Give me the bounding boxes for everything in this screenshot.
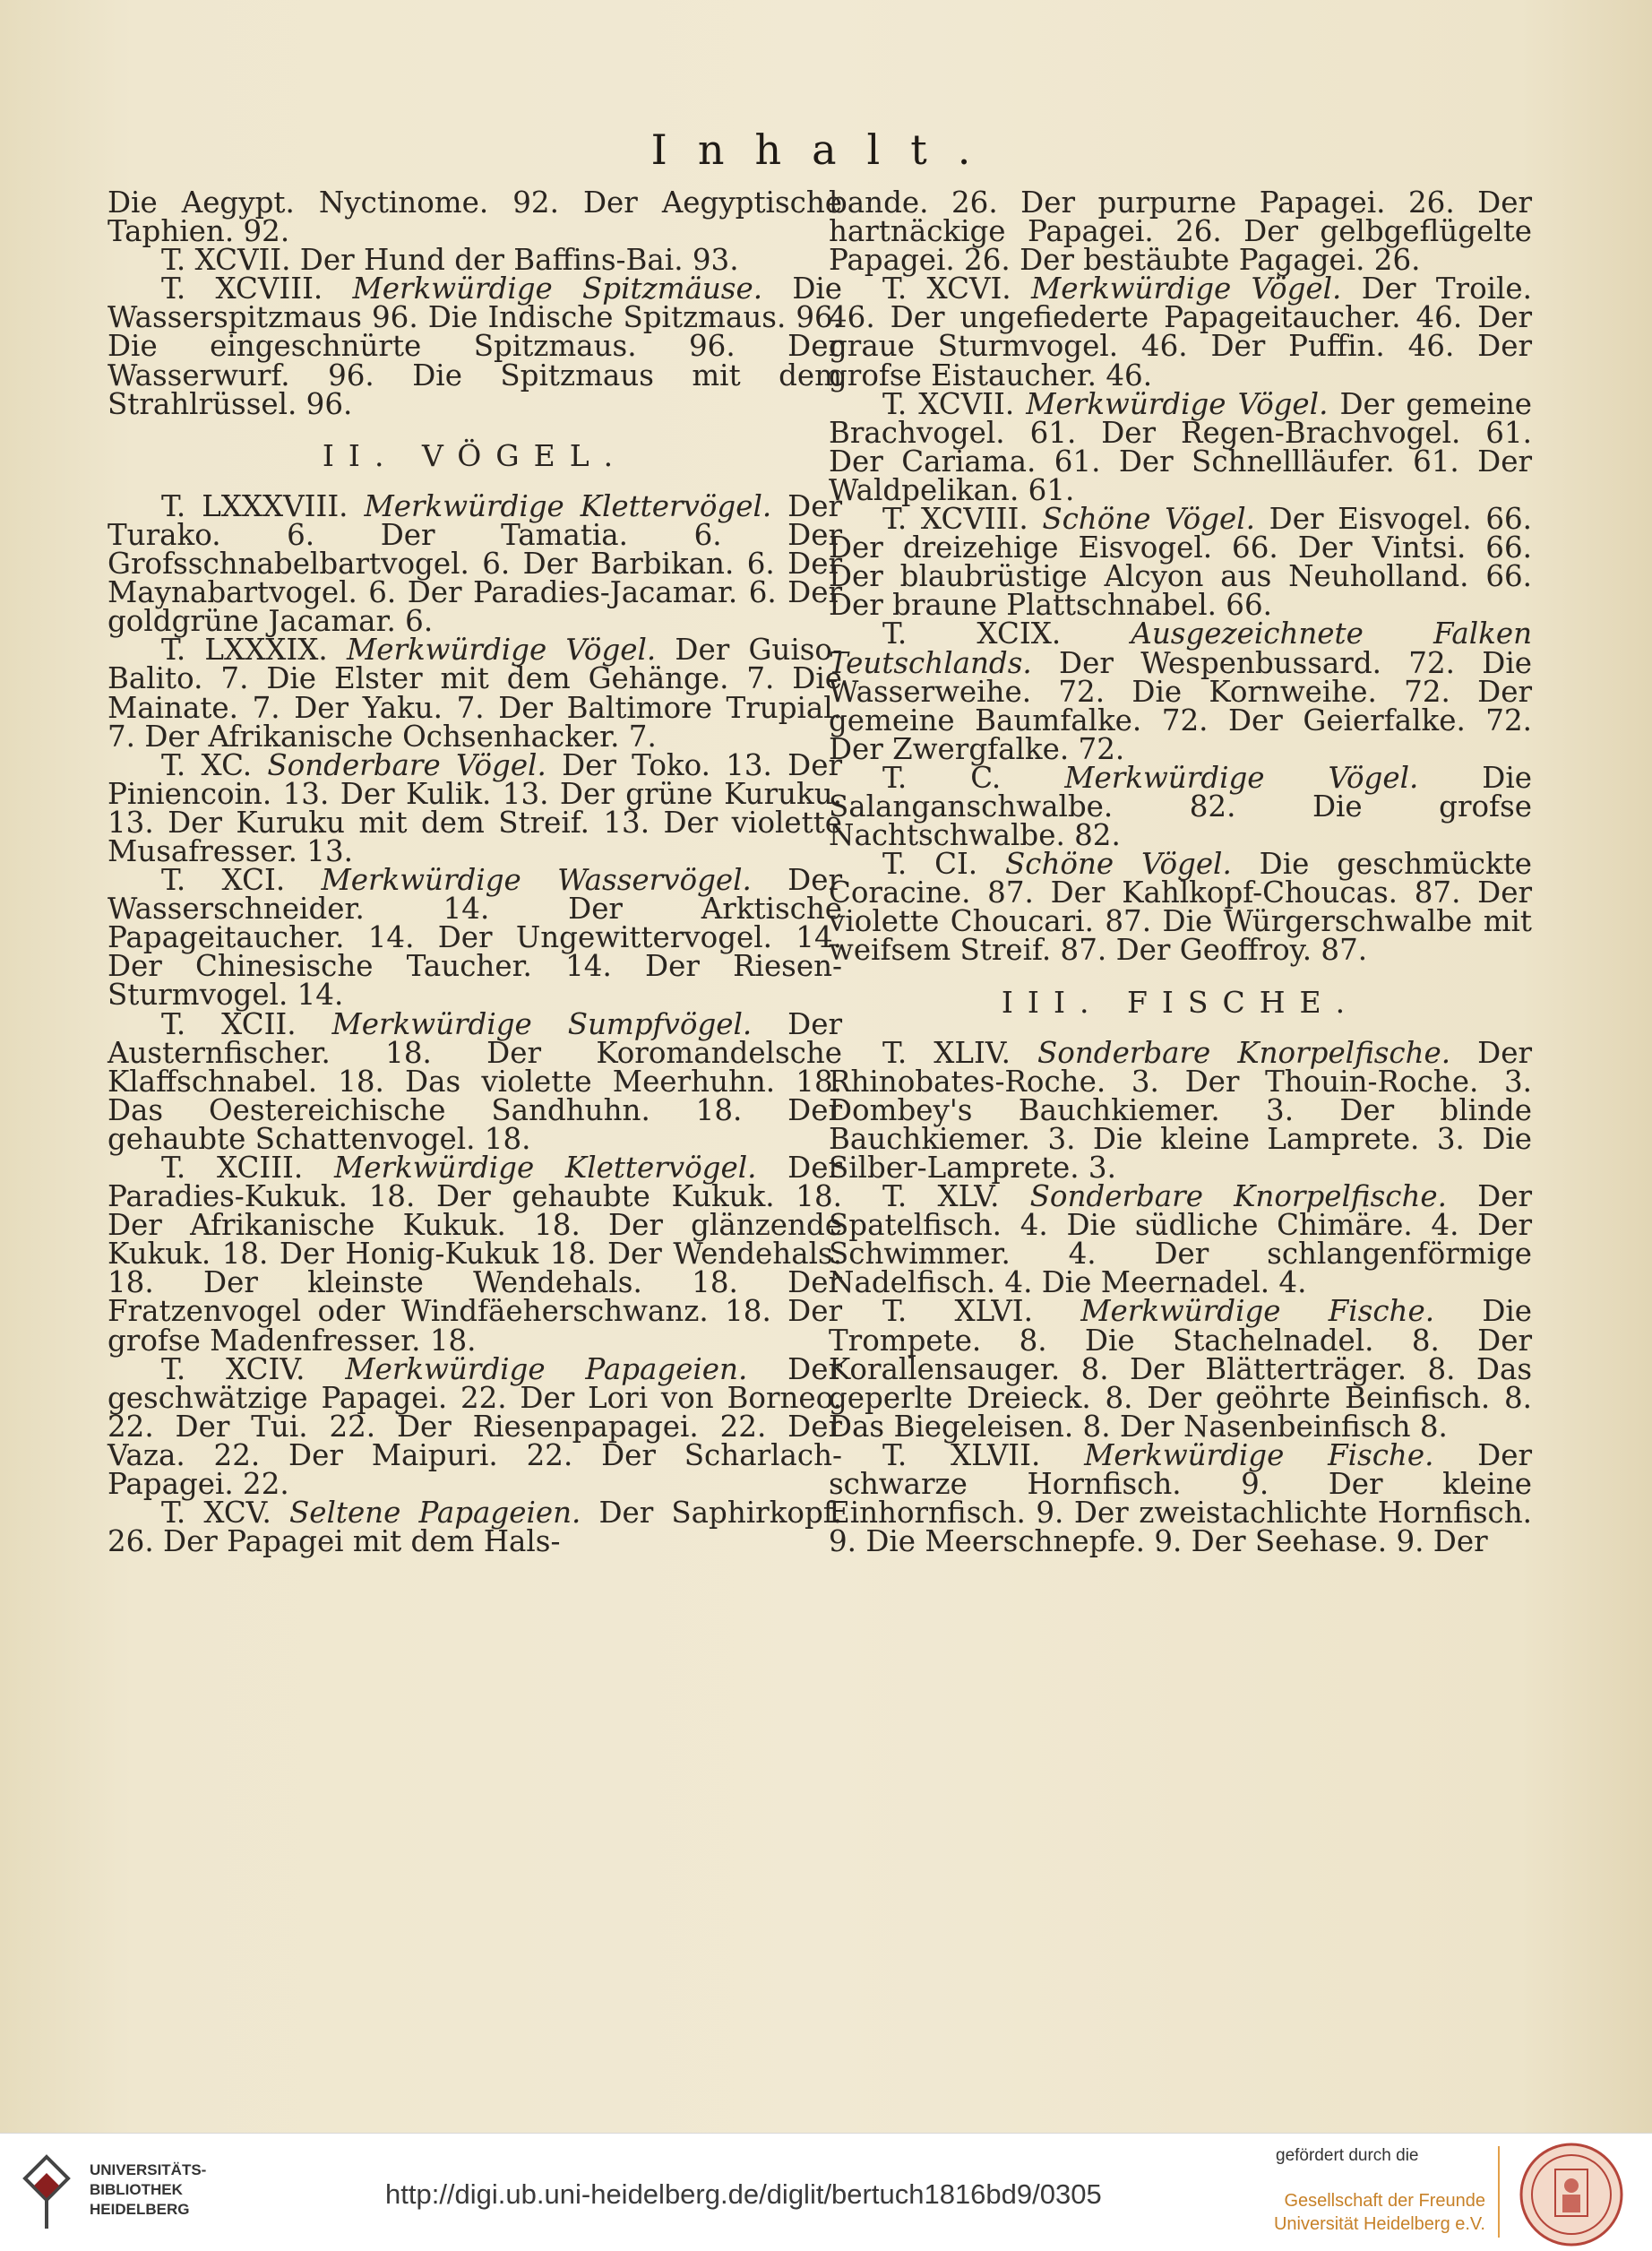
- plate-number: T. XCVI.: [882, 272, 1011, 306]
- entry-text: [829, 617, 1532, 766]
- entry-body: Der Rhinobates-Roche. 3. Der Thouin-Roche. 3. Dombey's Bauchkiemer. 3. Der blinde Bauchkiemer. 3. Die kleine Lamprete. 3. Die Silber-Lamprete. 3.: [829, 1035, 1532, 1185]
- plate-number: T. XLIV.: [882, 1035, 1011, 1070]
- divider: [1498, 2146, 1500, 2238]
- plate-number: T. XLV.: [882, 1179, 1000, 1214]
- entry-text: [829, 1294, 1532, 1444]
- plate-number: T. LXXXVIII.: [161, 488, 348, 523]
- plate-title: Merkwürdige Wasservögel.: [321, 863, 752, 898]
- entry-text: [108, 488, 842, 639]
- entry-body: Der Eisvogel. 66. Der dreizehige Eisvogel. 66. Der Vintsi. 66. Der blaubrüstige Alcyon aus Neuholland. 66. Der braune Plattschnabel. 66.: [829, 502, 1532, 623]
- entry-body: Die Salanganschwalbe. 82. Die grofse Nachtschwalbe. 82.: [829, 760, 1532, 853]
- plate-number: T. XCVII.: [882, 386, 1015, 421]
- library-name: [90, 2160, 206, 2220]
- entry-body: Der geschwätzige Papagei. 22. Der Lori von Borneo. 22. Der Tui. 22. Der Riesenpapagei. 22. Der Vaza. 22. Der Maipuri. 22. Der Scharlach-Papagei. 22.: [108, 1351, 842, 1502]
- entry-body: Der Guiso-Balito. 7. Die Elster mit dem Gehänge. 7. Die Mainate. 7. Der Yaku. 7. Der Baltimore Trupial. 7. Der Afrikanische Ochsenhacker. 7.: [108, 633, 842, 754]
- entry-text: T. XCVII. Der Hund der Baffins-Bai. 93.: [161, 243, 739, 278]
- plate-title: Merkwürdige Fische.: [1080, 1294, 1435, 1329]
- plate-title: Merkwürdige Fische.: [1084, 1437, 1434, 1472]
- plate-title: Ausgezeichnete Falken Teutschlands.: [829, 617, 1532, 680]
- entry-body: Die Trompete. 8. Die Stachelnadel. 8. Der Korallensauger. 8. Der Blätterträger. 8. Das geperlte Dreieck. 8. Der geöhrte Beinfisch. 8. Das Biegeleisen. 8. Der Nasenbeinfisch 8.: [829, 1294, 1532, 1444]
- entry-text: [829, 760, 1532, 853]
- plate-number: T. XLVII.: [882, 1437, 1041, 1472]
- sponsor-name-line: Universität Heidelberg e.V.: [1273, 2214, 1485, 2234]
- entry-body: Der Toko. 13. Der Piniencoin. 13. Der Kulik. 13. Der grüne Kuruku. 13. Der Kuruku mit dem Streif. 13. Der violette Musafresser. 13.: [108, 747, 842, 868]
- plate-number: T. LXXXIX.: [161, 633, 328, 668]
- plate-number: T. XC.: [161, 747, 253, 782]
- plate-title: Merkwürdige Klettervögel.: [333, 1151, 757, 1185]
- entry-body: Der Spatelfisch. 4. Die südliche Chimäre. 4. Der Schwimmer. 4. Der schlangenförmige Nadelfisch. 4. Die Meernadel. 4.: [829, 1179, 1532, 1300]
- entry-text: [829, 502, 1532, 623]
- library-logo-icon: [20, 2152, 73, 2232]
- plate-title: Seltene Papageien.: [289, 1496, 581, 1531]
- entry-text: [829, 386, 1532, 507]
- page-title: Inhalt.: [650, 125, 1002, 174]
- plate-number: T. XCII.: [161, 1006, 297, 1041]
- entry-text: [108, 272, 843, 421]
- plate-title: Merkwürdige Vögel.: [346, 633, 657, 668]
- plate-title: Merkwürdige Klettervögel.: [364, 488, 772, 523]
- entry-text: [108, 1496, 842, 1559]
- left-column: [108, 185, 843, 1559]
- plate-number: T. XCV.: [161, 1496, 271, 1531]
- entry-text: [108, 863, 842, 1013]
- entry-body: Der Turako. 6. Der Tamatia. 6. Der Grofsschnabelbartvogel. 6. Der Barbikan. 6. Der Maynabartvogel. 6. Der Paradies-Jacamar. 6. Der goldgrüne Jacamar. 6.: [108, 488, 842, 639]
- plate-title: Sonderbare Knorpelfische.: [1029, 1179, 1447, 1214]
- plate-title: Schöne Vögel.: [1004, 847, 1232, 882]
- plate-number: T. XCIII.: [161, 1151, 304, 1185]
- plate-number: T. XCVIII.: [882, 502, 1028, 537]
- entry-body: Der schwarze Hornfisch. 9. Der kleine Einhornfisch. 9. Der zweistachlichte Hornfisch. 9. Die Meerschnepfe. 9. Der Seehase. 9. Der: [829, 1437, 1532, 1559]
- library-name-line: HEIDELBERG: [90, 2201, 190, 2218]
- plate-title: Sonderbare Vögel.: [267, 747, 546, 782]
- entry-body: Der Austernfischer. 18. Der Koromandelsche Klaffschnabel. 18. Das violette Meerhuhn. 18. Das Oestereichische Sandhuhn. 18. Der gehaubte Schattenvogel. 18.: [108, 1006, 842, 1156]
- entry-body: Die geschmückte Coracine. 87. Der Kahlkopf-Choucas. 87. Der violette Choucari. 87. Die Würgerschwalbe mit weifsem Streif. 87. Der Geoffroy. 87.: [829, 847, 1532, 968]
- entry-text: [829, 847, 1532, 968]
- sponsor-name: [1270, 2189, 1485, 2236]
- plate-title: Merkwürdige Vögel.: [1026, 386, 1329, 421]
- library-name-line: UNIVERSITÄTS-: [90, 2161, 207, 2178]
- plate-number: T. XCIX.: [882, 617, 1062, 651]
- entry-text: [829, 272, 1532, 392]
- plate-number: T. C.: [882, 760, 1002, 795]
- plate-number: T. CI.: [882, 847, 978, 882]
- plate-number: T. XCIV.: [161, 1351, 305, 1386]
- section-heading: III. FISCHE.: [1001, 984, 1360, 1020]
- entry-body: Der Wasserschneider. 14. Der Arktische Papageitaucher. 14. Der Ungewittervogel. 14. Der Chinesische Taucher. 14. Der Riesen-Sturmvogel. 14.: [108, 863, 842, 1013]
- plate-title: Merkwürdige Sumpfvögel.: [331, 1006, 753, 1041]
- entry-text: Die Aegypt. Nyctinome. 92. Der Aegyptische Taphien. 92.: [108, 185, 842, 249]
- plate-number: T. XCI.: [161, 863, 286, 898]
- entry-body: Der gemeine Brachvogel. 61. Der Regen-Brachvogel. 61. Der Cariama. 61. Der Schnellläufer. 61. Der Waldpelikan. 61.: [829, 386, 1532, 507]
- permalink-url[interactable]: http://digi.ub.uni-heidelberg.de/diglit/bertuch1816bd9/0305: [385, 2178, 1102, 2210]
- plate-title: Merkwürdige Vögel.: [1030, 272, 1342, 306]
- entry-text: [108, 747, 842, 868]
- plate-title: Merkwürdige Papageien.: [345, 1351, 748, 1386]
- entry-text: [829, 1035, 1532, 1185]
- plate-number: T. XLVI.: [882, 1294, 1033, 1329]
- entry-body: Die Wasserspitzmaus 96. Die Indische Spitzmaus. 96. Die eingeschnürte Spitzmaus. 96. Der Wasserwurf. 96. Die Spitzmaus mit dem Strahlrüssel. 96.: [108, 272, 843, 421]
- entry-text: [108, 633, 842, 754]
- entry-body: Der Troile. 46. Der ungefiederte Papageitaucher. 46. Der graue Sturmvogel. 46. Der Puffin. 46. Der grofse Eistaucher. 46.: [829, 272, 1532, 392]
- plate-title: Merkwürdige Vögel.: [1064, 760, 1419, 795]
- plate-title: Sonderbare Knorpelfische.: [1037, 1035, 1451, 1070]
- entry-body: Der Saphirkopf. 26. Der Papagei mit dem Hals-: [108, 1496, 842, 1559]
- section-heading: II. VÖGEL.: [322, 437, 628, 473]
- entry-text: bande. 26. Der purpurne Papagei. 26. Der hartnäckige Papagei. 26. Der gelbgeflügelte Papagei. 26. Der bestäubte Pagagei. 26.: [829, 185, 1532, 278]
- sponsor-name-line: Gesellschaft der Freunde: [1284, 2191, 1485, 2211]
- entry-text: [829, 1437, 1532, 1559]
- plate-number: T. XCVIII.: [161, 272, 323, 306]
- entry-body: Der Paradies-Kukuk. 18. Der gehaubte Kukuk. 18. Der Afrikanische Kukuk. 18. Der glänzende Kukuk. 18. Der Honig-Kukuk 18. Der Wendehals. 18. Der kleinste Wendehals. 18. Der Fratzenvogel oder Windfäeherschwanz. 18. Der grofse Madenfresser. 18.: [108, 1151, 842, 1358]
- entry-text: [108, 1151, 842, 1358]
- entry-text: [108, 1351, 842, 1502]
- library-name-line: BIBLIOTHEK: [90, 2181, 183, 2198]
- plate-title: Schöne Vögel.: [1042, 502, 1255, 537]
- plate-title: Merkwürdige Spitzmäuse.: [352, 272, 763, 306]
- entry-body: Der Wespenbussard. 72. Die Wasserweihe. 72. Die Kornweihe. 72. Der gemeine Baumfalke. 72. Der Geierfalke. 72. Der Zwergfalke. 72.: [829, 645, 1532, 766]
- entry-text: [829, 1179, 1532, 1300]
- sponsor-label: gefördert durch die: [1276, 2146, 1419, 2165]
- entry-text: [108, 1006, 842, 1156]
- right-column: [829, 185, 1532, 1559]
- university-seal-icon: [1518, 2141, 1625, 2248]
- footer-bar: [0, 2133, 1652, 2251]
